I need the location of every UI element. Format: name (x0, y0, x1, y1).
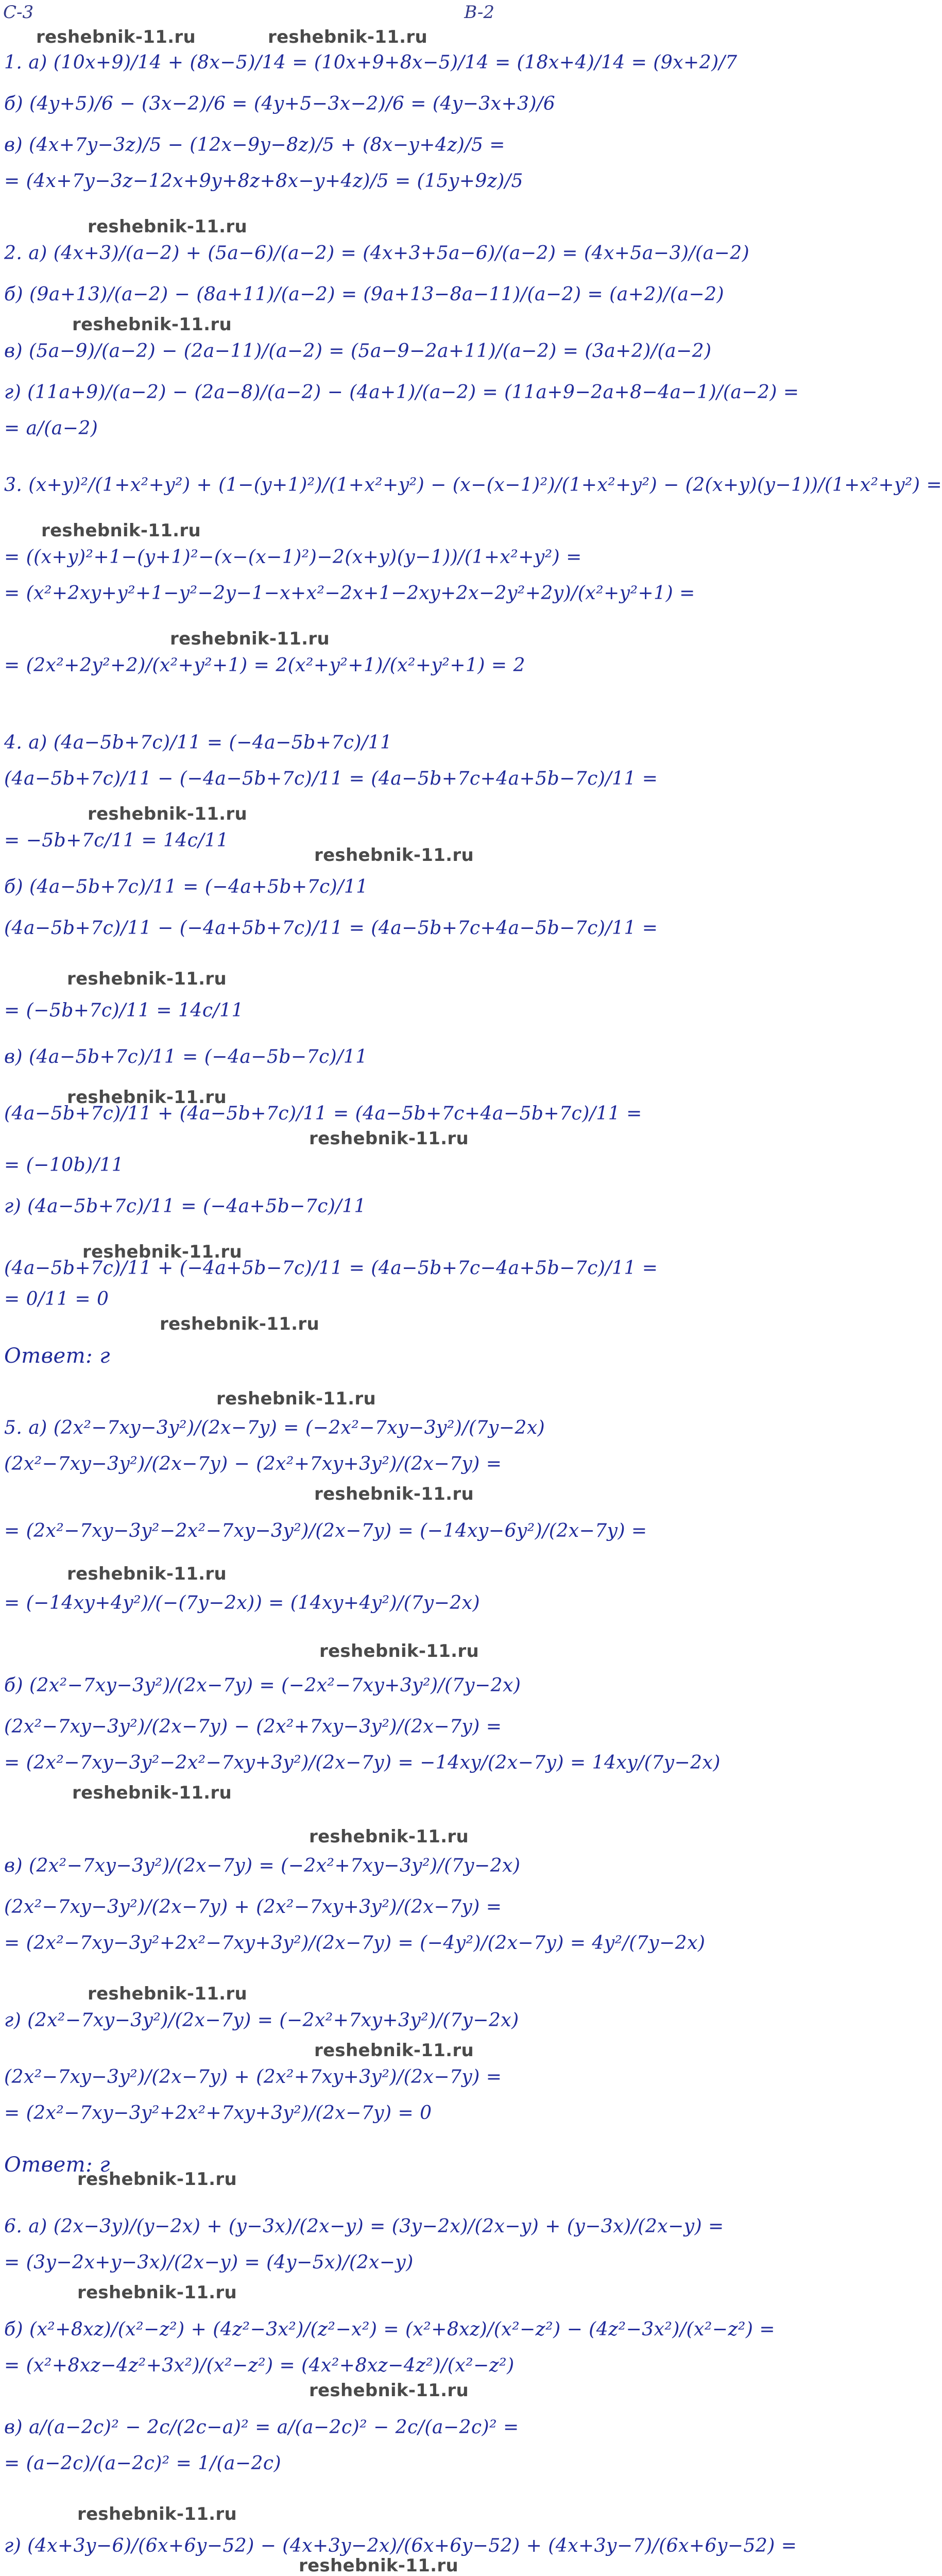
task-4a-sum: (4a−5b+7c)/11 − (−4a−5b+7c)/11 = (4a−5b+7c+4a+5b−7c)/11 = (4, 768, 658, 789)
task-5c: в) (2x²−7xy−3y²)/(2x−7y) = (−2x²+7xy−3y²)/(7y−2x) (4, 1855, 521, 1876)
watermark: reshebnik-11.ru (268, 27, 427, 47)
task-2c: в) (5a−9)/(a−2) − (2a−11)/(a−2) = (5a−9−2a+11)/(a−2) = (3a+2)/(a−2) (4, 341, 712, 362)
task-4a-result: = −5b+7c/11 = 14c/11 (4, 830, 229, 851)
task-3-step1: = ((x+y)²+1−(y+1)²−(x−(x−1)²)−2(x+y)(y−1))/(1+x²+y²) = (4, 547, 582, 568)
task-6c: в) a/(a−2c)² − 2c/(2c−a)² = a/(a−2c)² − 2c/(a−2c)² = (4, 2417, 519, 2438)
watermark: reshebnik-11.ru (77, 2169, 237, 2190)
task-6a-result: = (3y−2x+y−3x)/(2x−y) = (4y−5x)/(2x−y) (4, 2252, 414, 2273)
watermark: reshebnik-11.ru (88, 804, 247, 824)
task-4d: г) (4a−5b+7c)/11 = (−4a+5b−7c)/11 (4, 1196, 366, 1217)
task-5a-result: = (−14xy+4y²)/(−(7y−2x)) = (14xy+4y²)/(7y−2x) (4, 1592, 480, 1614)
task-6b-result: = (x²+8xz−4z²+3x²)/(x²−z²) = (4x²+8xz−4z²)/(x²−z²) (4, 2355, 515, 2376)
watermark: reshebnik-11.ru (67, 1087, 227, 1108)
task-6b: б) (x²+8xz)/(x²−z²) + (4z²−3x²)/(z²−x²) = (x²+8xz)/(x²−z²) − (4z²−3x²)/(x²−z²) = (4, 2319, 775, 2340)
watermark: reshebnik-11.ru (160, 1314, 319, 1334)
task-2d-result: = a/(a−2) (4, 418, 98, 439)
task-3-result: = (2x²+2y²+2)/(x²+y²+1) = 2(x²+y²+1)/(x²+y²+1) = 2 (4, 655, 525, 676)
task-4b-result: = (−5b+7c)/11 = 14c/11 (4, 1000, 244, 1021)
task-4b: б) (4a−5b+7c)/11 = (−4a+5b+7c)/11 (4, 876, 368, 897)
watermark: reshebnik-11.ru (309, 2380, 469, 2401)
task-4b-sum: (4a−5b+7c)/11 − (−4a+5b+7c)/11 = (4a−5b+7c+4a−5b−7c)/11 = (4, 918, 658, 939)
watermark: reshebnik-11.ru (67, 969, 227, 989)
task-2d: г) (11a+9)/(a−2) − (2a−8)/(a−2) − (4a+1)/(a−2) = (11a+9−2a+8−4a−1)/(a−2) = (4, 382, 799, 403)
task-2a: 2. а) (4x+3)/(a−2) + (5a−6)/(a−2) = (4x+3+5a−6)/(a−2) = (4x+5a−3)/(a−2) (4, 243, 750, 264)
watermark: reshebnik-11.ru (299, 2555, 458, 2576)
task-5d-result: = (2x²−7xy−3y²+2x²+7xy+3y²)/(2x−7y) = 0 (4, 2103, 432, 2124)
watermark: reshebnik-11.ru (88, 216, 247, 237)
task-1b: б) (4y+5)/6 − (3x−2)/6 = (4y+5−3x−2)/6 = (4y−3x+3)/6 (4, 93, 556, 114)
task-5b-result: = (2x²−7xy−3y²−2x²−7xy+3y²)/(2x−7y) = −14xy/(2x−7y) = 14xy/(7y−2x) (4, 1752, 721, 1773)
watermark: reshebnik-11.ru (216, 1388, 376, 1409)
task-5a-sum: (2x²−7xy−3y²)/(2x−7y) − (2x²+7xy+3y²)/(2x−7y) = (4, 1453, 502, 1475)
watermark: reshebnik-11.ru (88, 1984, 247, 2004)
task-4c-result: = (−10b)/11 (4, 1155, 124, 1176)
watermark: reshebnik-11.ru (67, 1564, 227, 1584)
task-5a-step: = (2x²−7xy−3y²−2x²−7xy−3y²)/(2x−7y) = (−14xy−6y²)/(2x−7y) = (4, 1520, 647, 1541)
task-4a: 4. а) (4a−5b+7c)/11 = (−4a−5b+7c)/11 (4, 732, 392, 753)
task-5d-sum: (2x²−7xy−3y²)/(2x−7y) + (2x²+7xy+3y²)/(2x−7y) = (4, 2066, 502, 2088)
watermark: reshebnik-11.ru (72, 314, 232, 335)
task-5c-result: = (2x²−7xy−3y²+2x²−7xy+3y²)/(2x−7y) = (−4y²)/(2x−7y) = 4y²/(7y−2x) (4, 1933, 706, 1954)
watermark: reshebnik-11.ru (72, 1783, 232, 1803)
task-6d: г) (4x+3y−6)/(6x+6y−52) − (4x+3y−2x)/(6x+6y−52) + (4x+3y−7)/(6x+6y−52) = (4, 2535, 797, 2556)
variant-label-right: B-2 (464, 2, 494, 23)
watermark: reshebnik-11.ru (41, 520, 201, 541)
watermark: reshebnik-11.ru (314, 2040, 474, 2061)
watermark: reshebnik-11.ru (319, 1641, 479, 1662)
task-6c-result: = (a−2c)/(a−2c)² = 1/(a−2c) (4, 2453, 282, 2474)
watermark: reshebnik-11.ru (170, 629, 330, 649)
variant-label-left: C-3 (3, 2, 34, 23)
answer-4: Ответ: г (4, 1344, 111, 1368)
watermark: reshebnik-11.ru (77, 2282, 237, 2303)
task-3: 3. (x+y)²/(1+x²+y²) + (1−(y+1)²)/(1+x²+y²) − (x−(x−1)²)/(1+x²+y²) − (2(x+y)(y−1))/(1+x²+y²) = (4, 474, 942, 496)
task-4d-result: = 0/11 = 0 (4, 1289, 109, 1310)
answer-5: Ответ: г (4, 2153, 111, 2177)
watermark: reshebnik-11.ru (36, 27, 196, 47)
watermark: reshebnik-11.ru (314, 1484, 474, 1504)
watermark: reshebnik-11.ru (309, 1826, 469, 1847)
watermark: reshebnik-11.ru (314, 845, 474, 866)
task-5d: г) (2x²−7xy−3y²)/(2x−7y) = (−2x²+7xy+3y²)/(7y−2x) (4, 2010, 519, 2031)
task-5b: б) (2x²−7xy−3y²)/(2x−7y) = (−2x²−7xy+3y²)/(7y−2x) (4, 1675, 521, 1696)
watermark: reshebnik-11.ru (82, 1242, 242, 1262)
task-6a: 6. а) (2x−3y)/(y−2x) + (y−3x)/(2x−y) = (3y−2x)/(2x−y) + (y−3x)/(2x−y) = (4, 2216, 724, 2237)
task-4c-sum: (4a−5b+7c)/11 + (4a−5b+7c)/11 = (4a−5b+7c+4a−5b+7c)/11 = (4, 1103, 642, 1124)
task-2b: б) (9a+13)/(a−2) − (8a+11)/(a−2) = (9a+13−8a−11)/(a−2) = (a+2)/(a−2) (4, 284, 725, 305)
task-5c-sum: (2x²−7xy−3y²)/(2x−7y) + (2x²−7xy+3y²)/(2x−7y) = (4, 1896, 502, 1918)
task-1c-result: = (4x+7y−3z−12x+9y+8z+8x−y+4z)/5 = (15y+9z)/5 (4, 171, 523, 192)
task-5a: 5. а) (2x²−7xy−3y²)/(2x−7y) = (−2x²−7xy−3y²)/(7y−2x) (4, 1417, 545, 1438)
task-5b-sum: (2x²−7xy−3y²)/(2x−7y) − (2x²+7xy−3y²)/(2x−7y) = (4, 1716, 502, 1737)
task-4d-sum: (4a−5b+7c)/11 + (−4a+5b−7c)/11 = (4a−5b+7c−4a+5b−7c)/11 = (4, 1258, 658, 1279)
task-1c: в) (4x+7y−3z)/5 − (12x−9y−8z)/5 + (8x−y+4z)/5 = (4, 134, 505, 156)
watermark: reshebnik-11.ru (309, 1128, 469, 1149)
watermark: reshebnik-11.ru (77, 2504, 237, 2524)
task-4c: в) (4a−5b+7c)/11 = (−4a−5b−7c)/11 (4, 1046, 368, 1067)
task-1a: 1. а) (10x+9)/14 + (8x−5)/14 = (10x+9+8x−5)/14 = (18x+4)/14 = (9x+2)/7 (4, 52, 738, 73)
task-3-step2: = (x²+2xy+y²+1−y²−2y−1−x+x²−2x+1−2xy+2x−2y²+2y)/(x²+y²+1) = (4, 583, 695, 604)
